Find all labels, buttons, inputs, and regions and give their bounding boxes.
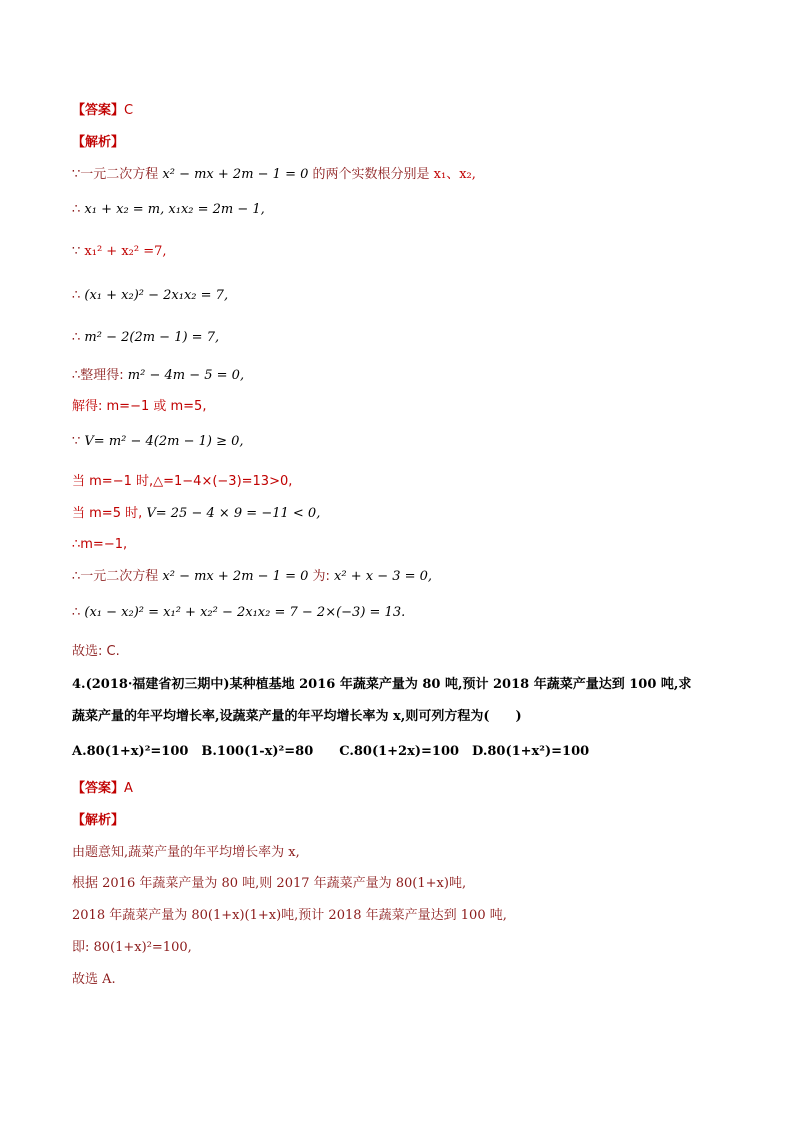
line-4-equation: (x₁ + x₂)² − 2x₁x₂ = 7, (84, 288, 229, 303)
line-13-prefix: ∴ (72, 605, 85, 620)
analysis-1-bracket-close: 】 (111, 135, 125, 150)
analysis-1-line-4 (72, 286, 228, 306)
answer-1-value: C (124, 103, 134, 118)
answer-2-row (72, 779, 133, 799)
line-6-equation: m² − 4m − 5 = 0, (127, 368, 245, 383)
analysis-1-line-12 (72, 567, 432, 587)
analysis-2-bracket-close: 】 (111, 813, 125, 828)
line-13-equation: (x₁ − x₂)² = x₁² + x₂² − 2x₁x₂ = 7 − 2×(−3) = 13. (84, 605, 406, 620)
line-2-prefix: ∴ (72, 202, 85, 217)
answer-1-bracket-open: 【 (72, 103, 86, 118)
answer-1-row (72, 101, 133, 121)
line-12-equation: x² − mx + 2m − 1 = 0 (162, 569, 309, 584)
line-8-prefix: ∵ (72, 434, 85, 449)
analysis-1-bracket-open: 【 (72, 135, 86, 150)
line-1-suffix: 的两个实数根分别是 (308, 167, 434, 182)
line-5-prefix: ∴ (72, 330, 85, 345)
analysis-1-line-5 (72, 328, 219, 348)
analysis-1-line-8 (72, 432, 244, 452)
line-12-middle: 为: (308, 569, 335, 584)
analysis-1-line-6 (72, 366, 244, 386)
analysis-1-line-14: 故选: C. (72, 644, 120, 659)
line-10-equation: V= 25 − 4 × 9 = −11 < 0, (146, 506, 321, 521)
answer-2-bracket-open: 【 (72, 781, 86, 796)
line-1-equation: x² − mx + 2m − 1 = 0 (162, 167, 309, 182)
analysis-2-header (72, 811, 124, 831)
line-4-prefix: ∴ (72, 288, 85, 303)
analysis-1-line-7: 解得: m=−1 或 m=5, (72, 399, 207, 414)
analysis-1-header (72, 133, 124, 153)
analysis-2-bracket-open: 【 (72, 813, 86, 828)
line-12-equation-2: x² + x − 3 = 0, (334, 569, 433, 584)
line-10-prefix: 当 m=5 时, (72, 506, 147, 521)
analysis-2-line-4: 即: 80(1+x)²=100, (72, 940, 192, 955)
analysis-2-label: 解析 (85, 813, 112, 828)
analysis-1-line-3 (72, 242, 167, 262)
analysis-2-line-2: 根据 2016 年蔬菜产量为 80 吨,则 2017 年蔬菜产量为 80(1+x)吨, (72, 876, 467, 891)
analysis-1-line-13 (72, 603, 405, 623)
line-1-prefix: ∵一元二次方程 (72, 167, 163, 182)
line-2-equation: x₁ + x₂ = m, x₁x₂ = 2m − 1, (84, 202, 265, 217)
question-4-line-2: 蔬菜产量的年平均增长率,设蔬菜产量的年平均增长率为 x,则可列方程为( ) (72, 709, 522, 724)
answer-2-value: A (124, 781, 133, 796)
line-5-equation: m² − 2(2m − 1) = 7, (84, 330, 220, 345)
analysis-1-line-10 (72, 504, 320, 524)
answer-2-bracket-close: 】 (111, 781, 125, 796)
answer-1-bracket-close: 】 (111, 103, 125, 118)
analysis-1-line-2 (72, 200, 265, 220)
analysis-2-line-5: 故选 A. (72, 972, 116, 987)
line-1-roots: x₁、x₂, (433, 167, 476, 182)
analysis-2-line-1: 由题意知,蔬菜产量的年平均增长率为 x, (72, 845, 300, 860)
line-8-equation: V= m² − 4(2m − 1) ≥ 0, (84, 434, 244, 449)
answer-1-label: 答案 (85, 103, 112, 118)
line-12-prefix: ∴一元二次方程 (72, 569, 163, 584)
line-3-prefix: ∵ (72, 244, 85, 259)
line-3-equation: x₁² + x₂² =7, (84, 244, 167, 259)
analysis-1-line-9: 当 m=−1 时,△=1−4×(−3)=13>0, (72, 474, 293, 489)
answer-2-label: 答案 (85, 781, 112, 796)
analysis-1-label: 解析 (85, 135, 112, 150)
analysis-2-line-3: 2018 年蔬菜产量为 80(1+x)(1+x)吨,预计 2018 年蔬菜产量达到 100 吨, (72, 908, 507, 923)
question-4-options: A.80(1+x)²=100 B.100(1-x)²=80 C.80(1+2x)=100 D.80(1+x²)=100 (72, 744, 590, 759)
line-6-prefix: ∴整理得: (72, 368, 128, 383)
analysis-1-line-1 (72, 165, 476, 185)
analysis-1-line-11: ∴m=−1, (72, 537, 128, 552)
question-4-line-1: 4.(2018·福建省初三期中)某种植基地 2016 年蔬菜产量为 80 吨,预计 2018 年蔬菜产量达到 100 吨,求 (72, 677, 692, 692)
